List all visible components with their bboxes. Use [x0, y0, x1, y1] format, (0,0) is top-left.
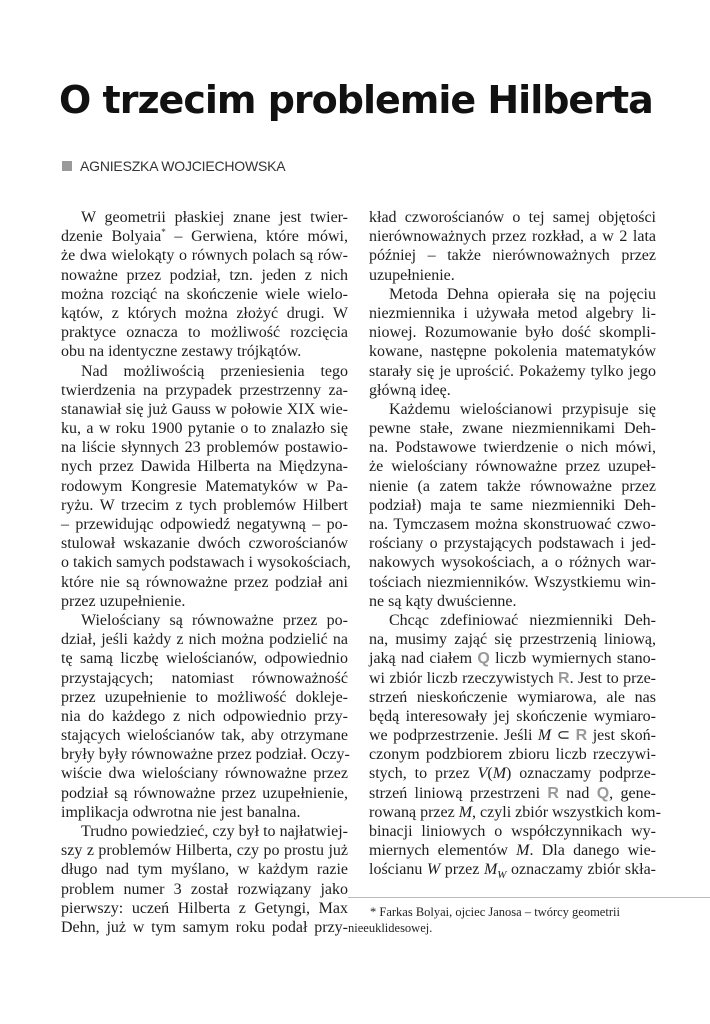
- text-line: [61, 515, 348, 534]
- text-line: [369, 342, 656, 361]
- text-run: na, musimy zająć się przestrzenią liniową,: [369, 631, 656, 649]
- paragraph: [61, 822, 348, 937]
- text-line: [61, 880, 348, 899]
- text-line: [61, 649, 348, 668]
- text-run: – Gerwiena, które mówi,: [165, 228, 349, 246]
- text-line: [61, 803, 348, 822]
- text-run: długo nad tym myślano, w każdym razie: [61, 861, 348, 879]
- text-run: , czyli zbiór wszystkich kom-: [472, 803, 661, 821]
- text-run: będą interesowały jej skończenie wymiaro-: [369, 707, 656, 725]
- text-line: [369, 573, 656, 592]
- text-line: [369, 553, 656, 572]
- math-variable: M: [516, 842, 530, 860]
- text-line: [61, 304, 348, 323]
- math-variable: M: [458, 803, 473, 821]
- text-run: można rozciąć na skończenie wiele wielo-: [61, 285, 348, 303]
- text-run: przystających; natomiast równoważność: [61, 669, 348, 687]
- text-run: oznaczamy zbiór skła-: [506, 861, 657, 879]
- text-line: [369, 381, 656, 400]
- text-run: później – także nierównoważnych przez: [369, 247, 656, 265]
- text-run: strzeń nieskończenie wymiarowa, ale nas: [369, 688, 656, 706]
- subscript: W: [497, 869, 507, 882]
- text-run: pewne stałe, zwane niezmiennikami Deh-: [369, 420, 656, 438]
- blackboard-symbol: R: [575, 727, 588, 745]
- text-run: starały się je uprościć. Pokażemy tylko jego: [369, 362, 656, 380]
- text-line: [369, 496, 656, 515]
- text-run: noważne przez podział, tzn. jeden z nich: [61, 266, 348, 284]
- text-run: tościach niezmienników. Wszystkiemu win-: [369, 573, 656, 591]
- text-run: twierdzenia na przypadek przestrzenny za-: [61, 381, 348, 399]
- paragraph: [369, 208, 656, 285]
- footnote-line: * Farkas Bolyai, ojciec Janosa – twórcy geometrii: [370, 905, 620, 919]
- text-run: uzupełnienie.: [369, 266, 455, 284]
- text-line: [369, 592, 656, 611]
- math-variable: M: [492, 765, 507, 783]
- text-line: [61, 822, 348, 841]
- paragraph: [369, 285, 656, 400]
- text-run: że wielościany równoważne przez uzupeł-: [369, 458, 656, 476]
- text-run: nakowych wysokościach, a o różnych war-: [369, 554, 656, 572]
- text-run: wiście dwa wielościany równoważne przez: [61, 765, 348, 783]
- text-line: [61, 688, 348, 707]
- text-run: stanawiał się już Gauss w połowie XIX wie-: [61, 400, 348, 418]
- text-line: [61, 592, 348, 611]
- text-line: [369, 669, 656, 688]
- text-line: [61, 707, 348, 726]
- text-column-left: [61, 208, 351, 937]
- text-run: o takich samych podstawach i wysokościach,: [61, 554, 351, 572]
- math-variable: V: [477, 765, 488, 783]
- text-run: Każdemu wielościanowi przypisuje się: [389, 400, 656, 418]
- text-run: podział są równoważne przez uzupełnienie,: [61, 784, 348, 802]
- footnote-line: nieeuklidesowej.: [348, 921, 433, 935]
- text-line: [369, 438, 656, 457]
- text-line: [369, 841, 656, 860]
- text-run: które nie są równoważne przez podział ani: [61, 573, 348, 591]
- text-line: [61, 899, 348, 918]
- text-run: przez uzupełnienie.: [61, 592, 186, 610]
- text-line: [61, 419, 348, 438]
- text-line: [369, 362, 656, 381]
- text-run: główną ideę.: [369, 381, 451, 399]
- text-line: [61, 611, 348, 630]
- text-run: strzeń liniową przestrzeni: [369, 784, 548, 802]
- blackboard-symbol: R: [558, 669, 570, 687]
- text-run: pierwszy: uczeń Hilberta z Getyngi, Max: [61, 899, 348, 917]
- text-run: nad: [558, 784, 597, 802]
- paragraph: [369, 611, 661, 882]
- text-line: [61, 266, 348, 285]
- text-line: [61, 457, 348, 476]
- text-line: [61, 323, 348, 342]
- text-line: [61, 534, 348, 553]
- text-line: [369, 266, 656, 285]
- text-line: [61, 496, 348, 515]
- text-run: niowej. Rozumowanie było dość skompli-: [369, 324, 656, 342]
- text-run: Chcąc zdefiniować niezmienniki Deh-: [389, 611, 656, 629]
- text-run: miernych elementów: [369, 842, 517, 860]
- text-run: – przewidując odpowiedź negatywną – po-: [61, 516, 348, 533]
- text-run: ryżu. W trzecim z tych problemów Hilbert: [61, 496, 348, 514]
- text-line: [369, 477, 656, 496]
- text-line: [369, 860, 657, 882]
- text-run: niezmiennika i używała metod algebry li-: [369, 304, 656, 322]
- paragraph: [369, 400, 656, 611]
- text-run: praktyce oznacza to możliwość rozcięcia: [61, 324, 348, 342]
- text-line: [61, 438, 348, 457]
- text-run: lościanu: [369, 861, 427, 879]
- text-run: rowaną przez: [369, 803, 459, 821]
- text-line: [61, 860, 348, 879]
- text-line: [369, 745, 656, 764]
- text-line: [369, 457, 656, 476]
- text-run: że dwa wielokąty o równych polach są rów-: [61, 247, 348, 265]
- text-run: nienie (a zatem także równoważne przez: [369, 477, 656, 495]
- text-run: kład czworościanów o tej samej objętości: [369, 209, 656, 226]
- text-run: binacji liniowych o współczynnikach wy-: [369, 823, 656, 840]
- paragraph: [61, 362, 351, 611]
- text-run: ⊂: [551, 727, 576, 745]
- text-line: [61, 918, 348, 937]
- text-run: na. Podstawowe twierdzenie o nich mówi,: [369, 439, 656, 457]
- text-run: , gene-: [609, 784, 656, 802]
- text-line: [61, 477, 348, 496]
- text-line: [369, 323, 656, 342]
- text-line: [61, 381, 348, 400]
- text-run: liczb wymiernych stano-: [489, 650, 657, 668]
- footnote: [348, 904, 648, 936]
- footnote-marker: *: [161, 227, 166, 238]
- blackboard-symbol: R: [547, 784, 559, 802]
- text-line: [61, 764, 348, 783]
- text-line: [61, 630, 348, 649]
- math-variable: M: [483, 861, 498, 879]
- text-run: wi zbiór liczb rzeczywistych: [369, 669, 558, 687]
- text-run: jest skoń-: [587, 727, 657, 745]
- text-run: problem numer 3 został rozwiązany jako: [61, 880, 348, 898]
- text-run: stulował wskazanie dwóch czworościanów: [61, 535, 348, 553]
- blackboard-symbol: Q: [596, 784, 610, 802]
- author-name: AGNIESZKA WOJCIECHOWSKA: [80, 158, 286, 174]
- text-line: [369, 304, 656, 323]
- math-variable: M: [537, 727, 552, 745]
- text-line: [61, 745, 348, 764]
- text-run: kowane, następne pokolenia matematyków: [369, 343, 656, 361]
- text-line: [61, 208, 348, 227]
- text-run: stych, to przez: [369, 765, 478, 783]
- text-line: [369, 534, 656, 553]
- text-line: [369, 764, 656, 783]
- text-line: [61, 362, 348, 381]
- text-line: [61, 227, 348, 246]
- text-run: tę samą liczbę wielościanów, odpowiednio: [61, 650, 348, 668]
- text-run: szy z problemów Hilberta, czy po prostu już: [61, 842, 348, 860]
- text-run: Metoda Dehna opierała się na pojęciu: [389, 285, 656, 303]
- blackboard-symbol: Q: [477, 650, 490, 668]
- text-line: [369, 419, 656, 438]
- text-run: stających wielościanów tak, aby otrzymane: [61, 727, 348, 745]
- text-line: [369, 784, 656, 803]
- text-line: [61, 285, 348, 304]
- text-line: [61, 246, 348, 265]
- text-run: dział, jeśli każdy z nich można podzielić na: [61, 631, 348, 649]
- text-run: przez: [440, 861, 484, 879]
- text-line: [61, 553, 351, 572]
- text-line: [61, 841, 348, 860]
- text-line: [61, 342, 348, 361]
- text-line: [61, 726, 348, 745]
- text-run: rościany o przystających podstawach i jed-: [369, 535, 656, 553]
- math-variable: W: [426, 861, 441, 879]
- text-run: czonym podzbiorem zbioru liczb rzeczywi-: [369, 746, 656, 764]
- text-run: . Dla danego wie-: [529, 842, 657, 860]
- text-run: na liście słynnych 23 problemów postawio-: [61, 439, 348, 457]
- text-run: ) oznaczamy podprze-: [506, 765, 656, 783]
- text-run: Nad możliwością przeniesienia tego: [81, 362, 348, 380]
- text-line: [369, 688, 656, 707]
- text-run: dzenie Bolyaia: [61, 228, 162, 246]
- text-line: [369, 649, 656, 668]
- text-line: [61, 784, 348, 803]
- text-run: implikacja odwrotna nie jest banalna.: [61, 803, 301, 821]
- text-run: . Jest to prze-: [569, 669, 656, 687]
- text-run: kątów, z których można złożyć drugi. W: [61, 304, 348, 322]
- text-run: (: [487, 765, 493, 783]
- text-column-right: [369, 208, 661, 882]
- text-line: [369, 246, 656, 265]
- text-run: nierównoważnych przez rozkład, a w 2 lata: [369, 228, 656, 246]
- text-line: [369, 822, 656, 841]
- text-run: W geometrii płaskiej znane jest twier-: [81, 209, 348, 226]
- text-run: jaką nad ciałem: [369, 650, 478, 668]
- text-run: podział) maja te same niezmienniki Deh-: [369, 496, 656, 514]
- text-run: Trudno powiedzieć, czy był to najłatwiej-: [81, 823, 348, 840]
- paragraph: [61, 208, 348, 362]
- text-line: [61, 400, 348, 419]
- text-run: obu na identyczne zestawy trójkątów.: [61, 343, 302, 361]
- text-line: [61, 573, 348, 592]
- text-line: [369, 726, 656, 745]
- article-title: O trzecim problemie Hilberta: [59, 78, 653, 122]
- text-line: [369, 227, 656, 246]
- text-run: rodowym Kongresie Matematyków w Pa-: [61, 477, 348, 495]
- bullet-square-icon: [62, 161, 72, 171]
- text-run: ku, a w roku 1900 pytanie o to znalazło się: [61, 420, 348, 438]
- text-run: bryły były równoważne przez podział. Oczy-: [61, 746, 350, 764]
- text-line: [369, 803, 661, 822]
- text-run: we podprzestrzenie. Jeśli: [369, 727, 538, 745]
- text-line: [369, 400, 656, 419]
- author-byline: [62, 158, 285, 174]
- paragraph: [61, 611, 348, 822]
- text-line: [369, 630, 656, 649]
- text-line: [369, 208, 656, 227]
- text-run: Wielościany są równoważne przez po-: [81, 611, 348, 629]
- text-run: Dehn, już w tym samym roku podał przy-: [61, 918, 348, 936]
- text-run: na. Tymczasem można skonstruować czwo-: [369, 516, 656, 533]
- text-run: nia do każdego z nich odpowiednio przy-: [61, 707, 348, 725]
- text-run: ne są kąty dwuścienne.: [369, 592, 517, 610]
- text-run: przez uzupełnienie to możliwość dokleje-: [61, 688, 348, 706]
- text-run: nych przez Dawida Hilberta na Międzyna-: [61, 458, 348, 476]
- text-line: [369, 707, 656, 726]
- text-line: [61, 669, 348, 688]
- footnote-divider: [348, 897, 710, 898]
- text-line: [369, 285, 656, 304]
- text-line: [369, 611, 656, 630]
- text-line: [369, 515, 656, 534]
